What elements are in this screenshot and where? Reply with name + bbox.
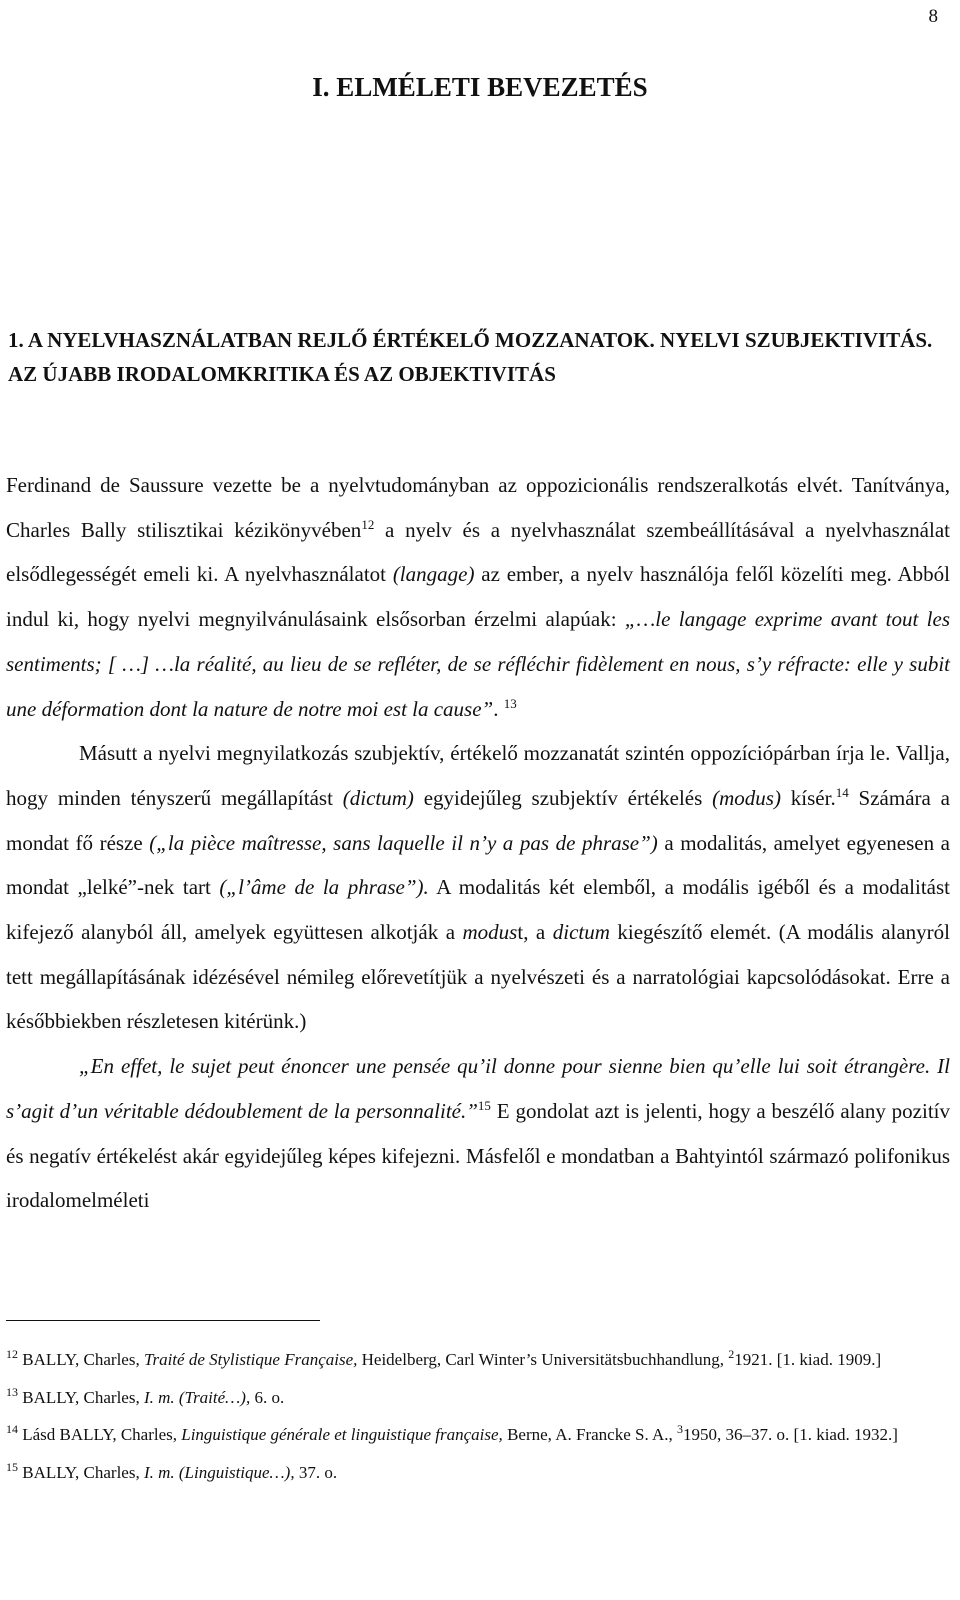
footnote-ref-15[interactable]: 15 <box>477 1097 491 1113</box>
footnote-number: 15 <box>6 1459 18 1474</box>
text-run: Másutt a nyelvi megnyilatkozás szubjektív, értékelő mozzanatát szintén oppozíciópárban írja le. Vallja, hogy minden tényszerű megállapítást <box>6 741 950 810</box>
text-run: kísér. <box>780 785 836 810</box>
text-run: A modalitás két elemből, a modális igéből és a modalitást kifejező alanyból áll, amelyek együttesen alkotják a <box>6 875 950 945</box>
text-run: BALLY, Charles, <box>18 1350 144 1369</box>
footnote-number: 13 <box>6 1384 18 1399</box>
text-run: E gondolat azt is jelenti, hogy a beszélő alany pozitív és negatív értékelést akár egyidejűleg képes kifejezni. Másfelől e mondatban a Bahtyintól származó polifonikus irodalomelméleti <box>6 1098 950 1213</box>
italic-term: modus <box>462 920 518 945</box>
text-run: a modalitás, amelyet egyenesen a mondat „lelké”-nek tart <box>6 830 950 900</box>
footnote-13 <box>6 1379 950 1417</box>
text-run: 6. o. <box>250 1387 285 1407</box>
text-run: BALLY, Charles, <box>18 1387 144 1407</box>
quotation: „En effet, le sujet peut énoncer une pensée qu’il donne pour sienne bien qu’elle lui soit étrangère. Il s’agit d’un véritable dédoublement de la personnalité.” <box>6 1054 950 1123</box>
edition-sup: 3 <box>677 1422 684 1436</box>
text-run: 1950, 36–37. o. [1. kiad. 1932.] <box>683 1425 898 1444</box>
text-run: 37. o. <box>294 1462 338 1482</box>
body-text <box>6 463 950 1223</box>
text-run: egyidejűleg szubjektív értékelés <box>413 785 713 810</box>
footnote-14 <box>6 1416 950 1454</box>
footnote-separator <box>6 1320 320 1321</box>
footnotes <box>6 1341 950 1491</box>
quotation: („l’âme de la phrase”). <box>219 875 429 900</box>
quotation: „…le langage exprime avant tout les sentiments; [ …] …la réalité, au lieu de se refléter, de se réfléchir fidèlement en nous, s’y réfracte: elle y subit une déformation dont la nature de notre moi est la cause” <box>6 607 950 721</box>
footnote-number: 12 <box>6 1347 18 1361</box>
text-run: Ferdinand de Saussure vezette be a nyelvtudományban az oppozicionális rendszeralkotás elvét. Tanítványa, Charles Bally stilisztikai kézikönyvében <box>6 473 950 542</box>
book-title: Linguistique générale et linguistique française, <box>181 1425 503 1444</box>
quotation: („la pièce maîtresse, sans laquelle il n’y a pas de phrase”) <box>149 830 658 855</box>
paragraph-1 <box>6 463 950 731</box>
italic-term: dictum <box>552 920 610 945</box>
text-run: . <box>493 696 499 721</box>
text-run: az ember, a nyelv használója felől közelíti meg. Abból indul ki, hogy nyelvi megnyilvánulásaink elsősorban érzelmi alapúak: <box>6 562 950 632</box>
paragraph-3 <box>6 1044 950 1223</box>
text-run: Berne, A. Francke S. A., <box>502 1425 678 1444</box>
italic-term: (modus) <box>712 785 781 810</box>
text-run: Heidelberg, Carl Winter’s Universitätsbuchhandlung, <box>357 1350 729 1369</box>
section-title: 1. A NYELVHASZNÁLATBAN REJLŐ ÉRTÉKELŐ MOZZANATOK. NYELVI SZUBJEKTIVITÁS. AZ ÚJABB IRODALOMKRITIKA ÉS AZ OBJEKTIVITÁS <box>8 328 933 386</box>
footnote-ref-13[interactable]: 13 <box>503 695 517 711</box>
text-run: 1921. [1. kiad. 1909.] <box>734 1350 882 1369</box>
footnote-12 <box>6 1341 950 1379</box>
edition-sup: 2 <box>728 1347 735 1361</box>
footnote-ref-12[interactable]: 12 <box>361 516 375 532</box>
footnote-ref-14[interactable]: 14 <box>835 784 849 800</box>
page-number: 8 <box>928 6 938 27</box>
text-run: a nyelv és a nyelvhasználat szembeállításával a nyelvhasználat elsődlegességét emeli ki. A nyelvhasználatot <box>6 517 950 587</box>
book-title: Traité de Stylistique Française, <box>143 1350 358 1369</box>
text-run: BALLY, Charles, <box>18 1462 144 1482</box>
footnote-number: 14 <box>6 1422 18 1436</box>
text-run: t, a <box>517 920 553 945</box>
text-run: Számára a mondat fő része <box>6 785 950 855</box>
footnote-15 <box>6 1454 950 1492</box>
book-title: I. m. (Linguistique…), <box>143 1462 295 1482</box>
italic-term: (langage) <box>392 562 475 587</box>
chapter-title: I. ELMÉLETI BEVEZETÉS <box>312 72 648 102</box>
book-title: I. m. (Traité…), <box>143 1387 251 1407</box>
paragraph-2 <box>6 731 950 1044</box>
italic-term: (dictum) <box>342 785 414 810</box>
text-run: kiegészítő elemét. (A modális alanyról tett megállapításának idézésével némileg előrevetítjük a nyelvészeti és a narratológiai kapcsolódásokat. Erre a későbbiekben részletesen kitérünk.) <box>6 920 951 1034</box>
text-run: Lásd BALLY, Charles, <box>18 1425 182 1444</box>
